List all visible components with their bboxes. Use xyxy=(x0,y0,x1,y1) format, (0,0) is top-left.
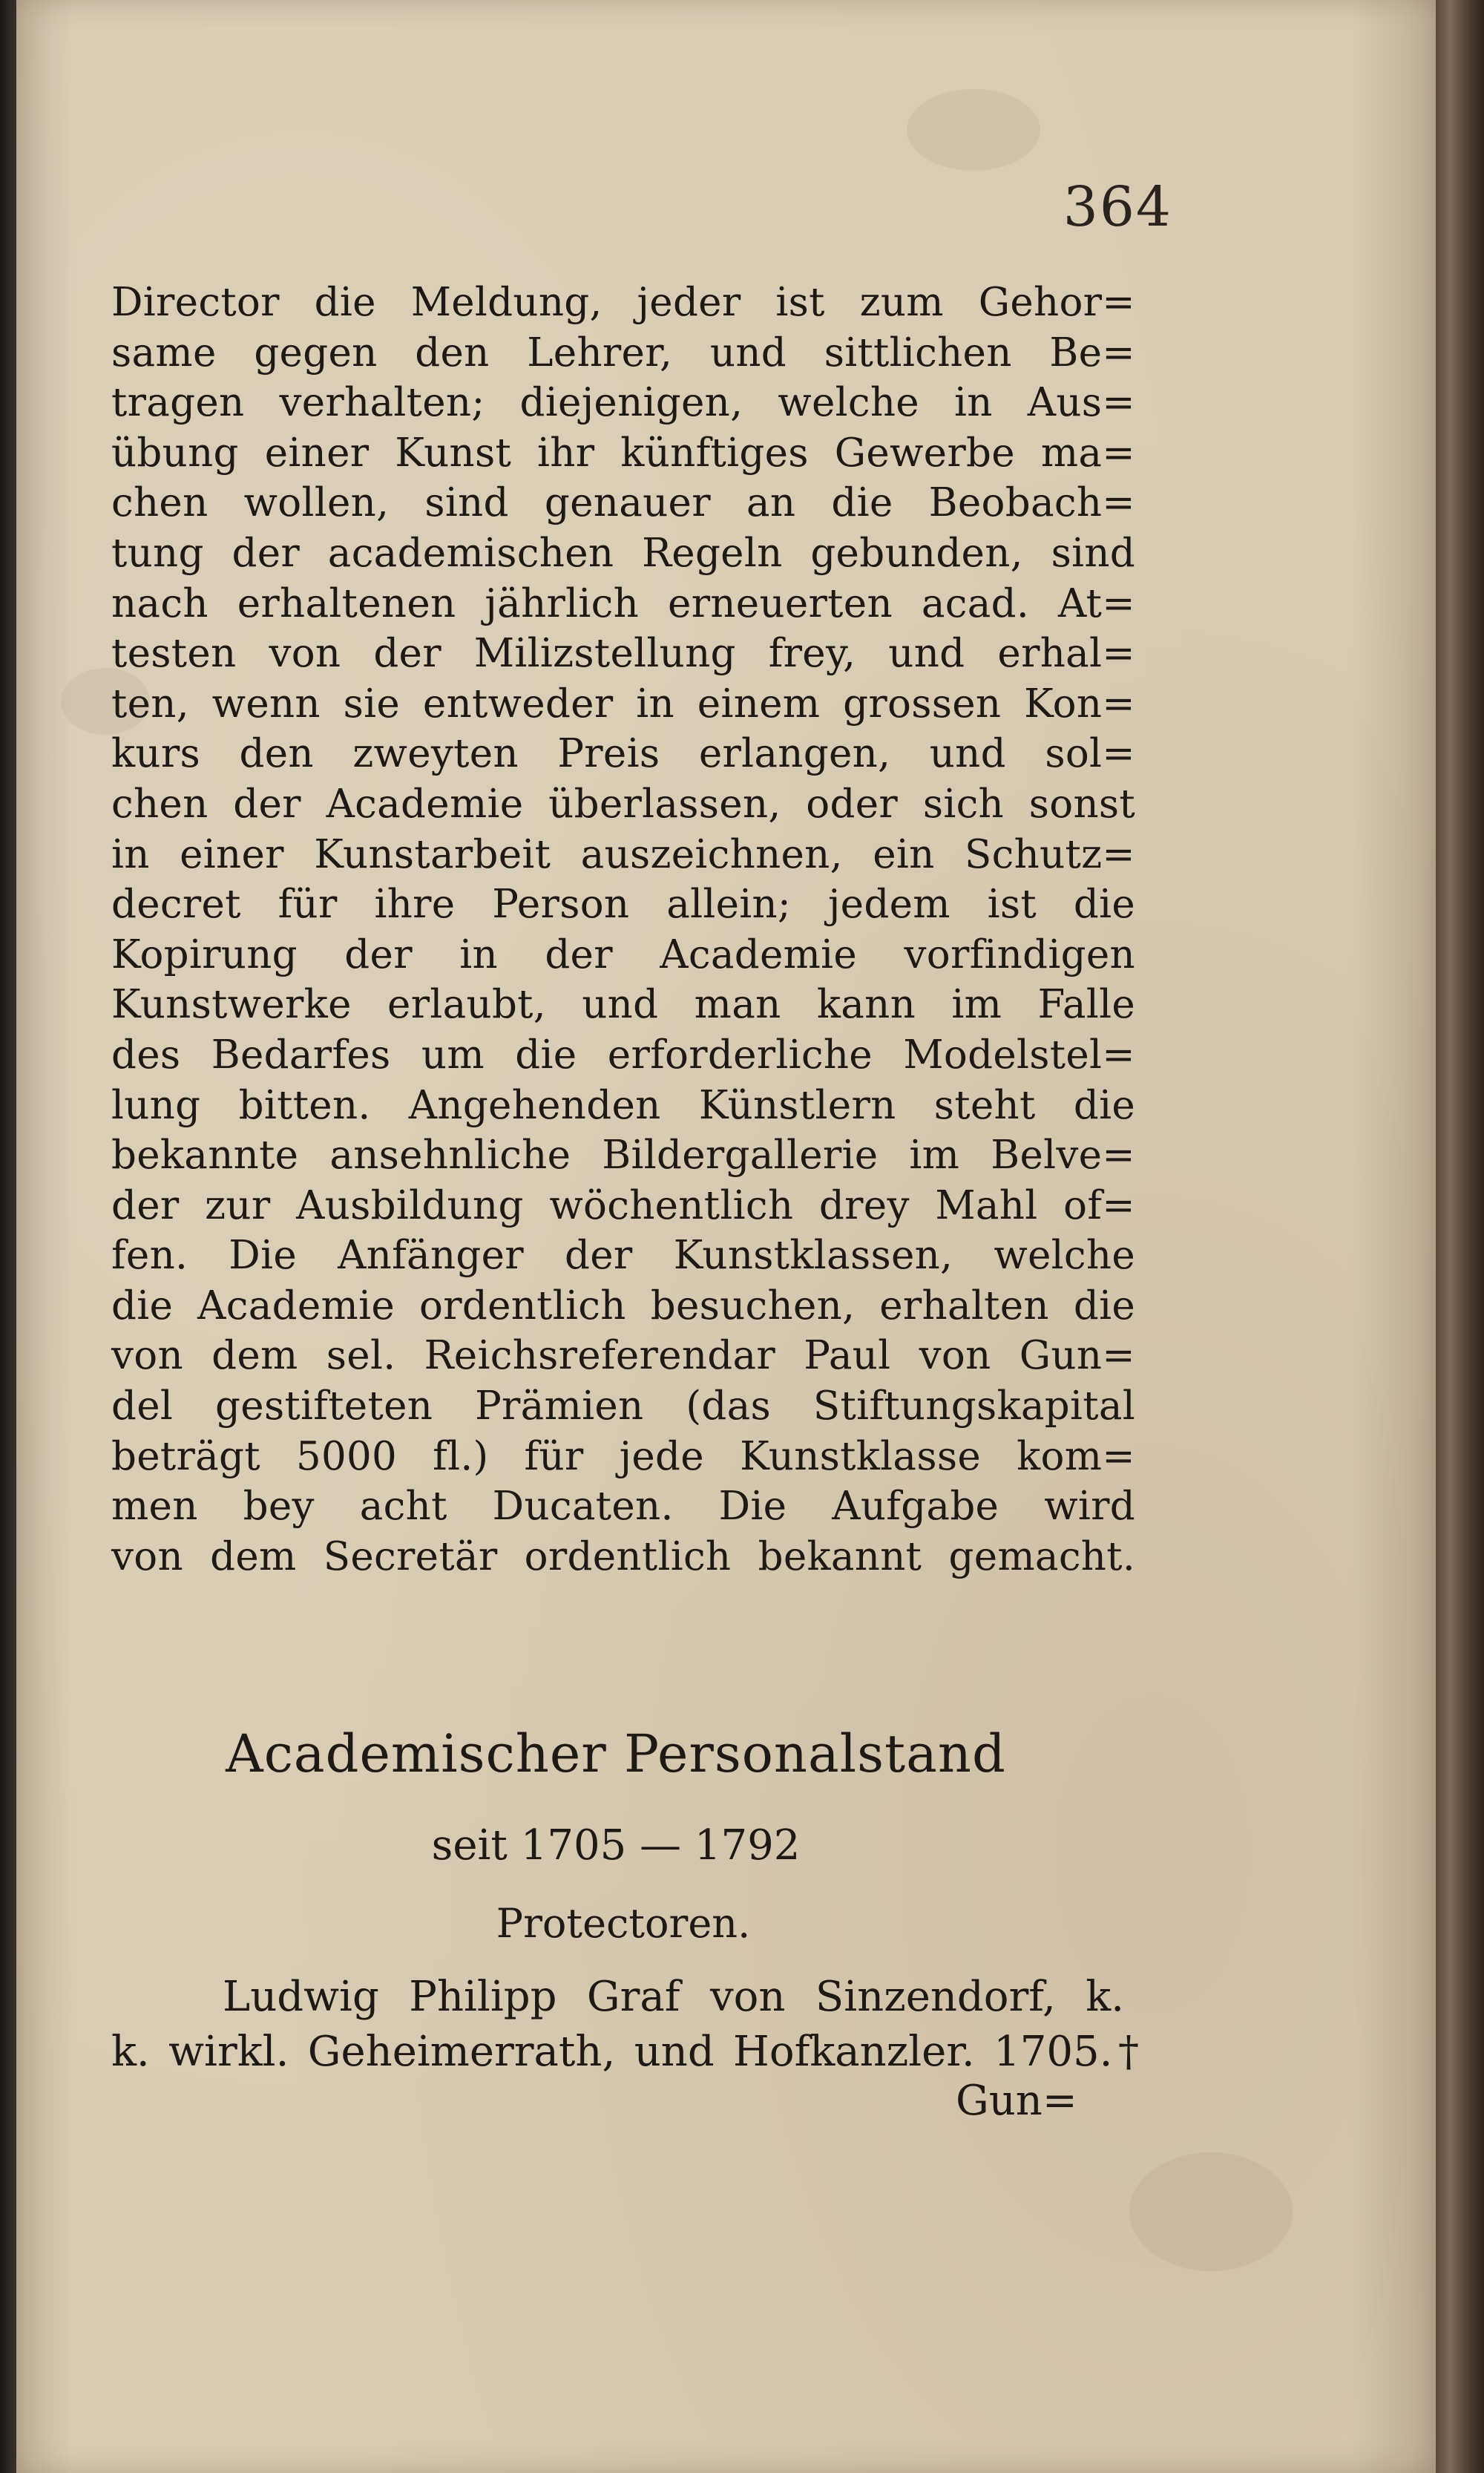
protectors-title: Protectoren. xyxy=(496,1900,751,1947)
text-line: der zur Ausbildung wöchentlich drey Mahl of= xyxy=(111,1182,1135,1228)
text-line: men bey acht Ducaten. Die Aufgabe wird xyxy=(111,1484,1135,1530)
text-line: beträgt 5000 fl.) für jede Kunstklasse kom= xyxy=(111,1433,1135,1479)
protector-entry-line: Ludwig Philipp Graf von Sinzendorf, k. xyxy=(223,1973,1124,2021)
text-line: bekannte ansehnliche Bildergallerie im Belve= xyxy=(111,1133,1135,1179)
text-line: fen. Die Anfänger der Kunstklassen, welche xyxy=(111,1233,1135,1279)
paper-stain xyxy=(907,89,1040,171)
text-line: Kopirung der in der Academie vorfindigen xyxy=(111,931,1135,977)
text-line: von dem sel. Reichsreferendar Paul von Gun= xyxy=(111,1333,1135,1379)
book-fore-edge xyxy=(1436,0,1484,2473)
text-line: lung bitten. Angehenden Künstlern steht die xyxy=(111,1082,1135,1128)
text-line: ten, wenn sie entweder in einem grossen Kon= xyxy=(111,681,1135,727)
text-line: chen wollen, sind genauer an die Beobach= xyxy=(111,480,1135,526)
text-line: Kunstwerke erlaubt, und man kann im Falle xyxy=(111,982,1135,1028)
text-line: decret für ihre Person allein; jedem ist die xyxy=(111,882,1135,928)
section-heading: Academischer Personalstand xyxy=(226,1723,1006,1784)
text-line: in einer Kunstarbeit auszeichnen, ein Schutz= xyxy=(111,831,1135,877)
book-gutter xyxy=(0,0,16,2473)
catchword: Gun= xyxy=(956,2077,1077,2125)
text-line: nach erhaltenen jährlich erneuerten acad. At= xyxy=(111,580,1135,626)
text-line: del gestifteten Prämien (das Stiftungskapital xyxy=(111,1383,1135,1429)
text-line: tragen verhalten; diejenigen, welche in Aus= xyxy=(111,380,1135,426)
text-line: kurs den zweyten Preis erlangen, und sol= xyxy=(111,731,1135,777)
text-line: same gegen den Lehrer, und sittlichen Be= xyxy=(111,330,1135,376)
text-line: tung der academischen Regeln gebunden, sind xyxy=(111,530,1135,576)
paper-stain xyxy=(1129,2152,1293,2271)
text-line: übung einer Kunst ihr künftiges Gewerbe ma= xyxy=(111,430,1135,476)
text-line: von dem Secretär ordentlich bekannt gemacht. xyxy=(111,1533,1135,1579)
text-line: chen der Academie überlassen, oder sich sonst xyxy=(111,781,1135,827)
page-number: 364 xyxy=(1063,175,1172,239)
text-line: die Academie ordentlich besuchen, erhalten die xyxy=(111,1283,1135,1329)
date-range-subheading: seit 1705 — 1792 xyxy=(431,1821,801,1870)
body-paragraph xyxy=(111,278,1135,1582)
text-line: Director die Meldung, jeder ist zum Gehor= xyxy=(111,280,1135,325)
text-line: des Bedarfes um die erforderliche Modelstel= xyxy=(111,1032,1135,1078)
text-line: testen von der Milizstellung frey, und erhal= xyxy=(111,631,1135,677)
protector-entry-line: k. wirkl. Geheimerrath, und Hofkanzler. 1705.† xyxy=(111,2028,1139,2076)
